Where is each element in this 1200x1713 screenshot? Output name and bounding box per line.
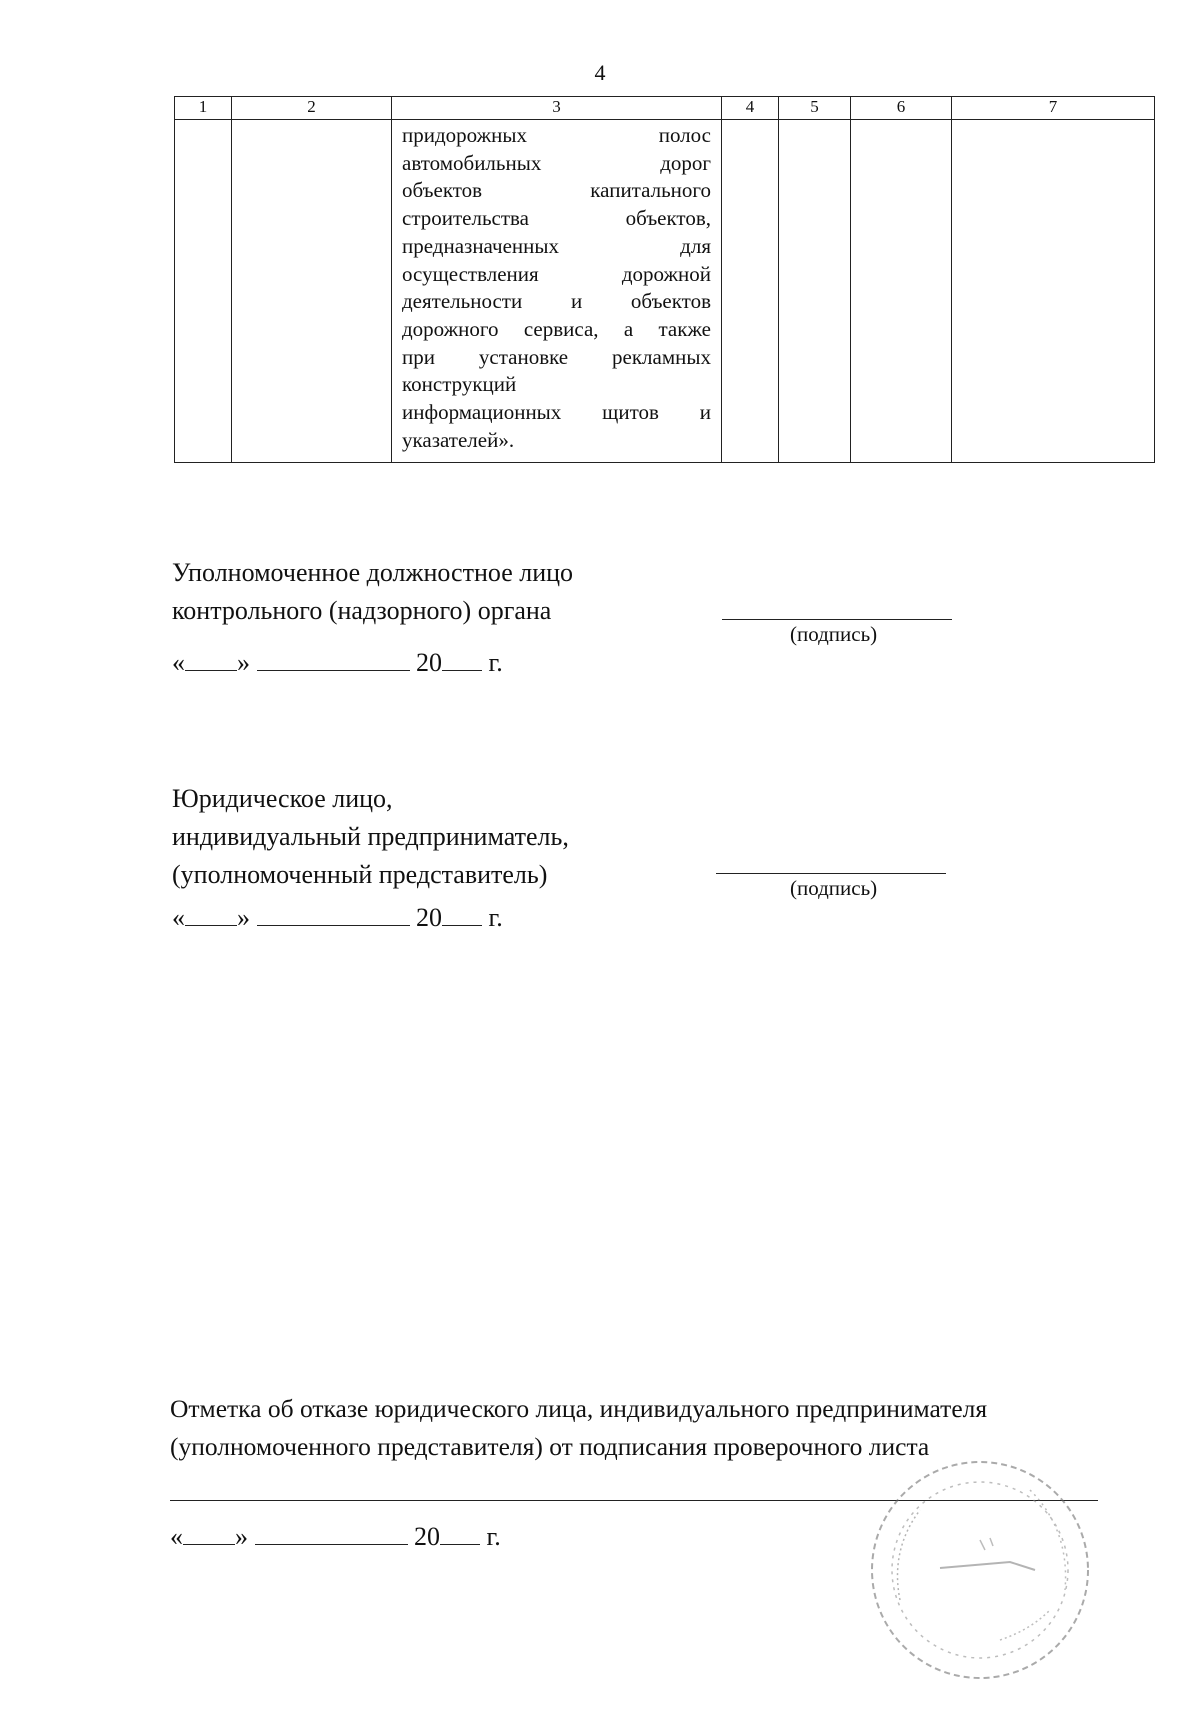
date-year-suffix: г. — [486, 1522, 501, 1551]
description-line: объектов капитального — [402, 178, 711, 203]
date-day-blank — [183, 1522, 235, 1545]
table-cell — [851, 120, 952, 463]
table-header-row — [175, 97, 1155, 120]
date-month-blank — [255, 1522, 408, 1545]
description-line: конструкций — [402, 372, 517, 397]
date-year-prefix: 20 — [416, 648, 442, 677]
date-open-quote: « — [170, 1522, 183, 1551]
column-header: 2 — [232, 97, 392, 120]
date-close-quote: » — [237, 648, 250, 677]
description-line: предназначенных для — [402, 233, 711, 258]
table-row — [175, 120, 1155, 463]
description-line: информационных щитов и — [402, 400, 711, 425]
page-number: 4 — [594, 60, 606, 85]
column-header: 4 — [722, 97, 779, 120]
column-header: 6 — [851, 97, 952, 120]
date-close-quote: » — [235, 1522, 248, 1551]
column-header: 1 — [175, 97, 232, 120]
description-line: при установке рекламных — [402, 344, 711, 369]
official-date — [172, 648, 503, 678]
refusal-date — [170, 1522, 501, 1552]
date-open-quote: « — [172, 648, 185, 677]
table-cell — [722, 120, 779, 463]
checklist-table — [174, 96, 1155, 463]
date-year-blank — [440, 1522, 480, 1545]
refusal-note-line: Отметка об отказе юридического лица, индивидуального предпринимателя — [170, 1394, 988, 1423]
entity-date — [172, 903, 503, 933]
date-year-blank — [442, 648, 482, 671]
date-open-quote: « — [172, 903, 185, 932]
description-line: строительства объектов, — [402, 206, 711, 231]
column-header: 3 — [392, 97, 722, 120]
official-signature-caption: (подпись) — [790, 622, 878, 646]
official-signature-line — [722, 619, 952, 620]
date-day-blank — [185, 648, 237, 671]
entity-title-line: Юридическое лицо, — [172, 784, 393, 813]
table-cell — [779, 120, 851, 463]
date-close-quote: » — [237, 903, 250, 932]
official-title-line: Уполномоченное должностное лицо — [172, 558, 574, 587]
seal-stamp-icon — [860, 1450, 1100, 1690]
date-year-suffix: г. — [488, 648, 503, 677]
column-header: 5 — [779, 97, 851, 120]
entity-signature-line — [716, 873, 946, 874]
entity-title-line: индивидуальный предприниматель, — [172, 822, 569, 851]
description-line: осуществления дорожной — [402, 261, 711, 286]
official-title — [172, 554, 573, 630]
date-year-suffix: г. — [488, 903, 503, 932]
table-cell — [952, 120, 1155, 463]
column-header: 7 — [952, 97, 1155, 120]
date-year-prefix: 20 — [414, 1522, 440, 1551]
description-line: деятельности и объектов — [402, 289, 711, 314]
description-line: придорожных полос — [402, 123, 711, 147]
description-line: дорожного сервиса, а также — [402, 316, 711, 341]
date-year-prefix: 20 — [416, 903, 442, 932]
entity-title-line: (уполномоченный представитель) — [172, 860, 548, 889]
refusal-note-line: (уполномоченного представителя) от подписания проверочного листа — [170, 1432, 930, 1461]
requirement-description-cell — [392, 120, 722, 463]
entity-title — [172, 780, 569, 894]
date-year-blank — [442, 903, 482, 926]
official-title-line: контрольного (надзорного) органа — [172, 596, 552, 625]
date-day-blank — [185, 903, 237, 926]
entity-signature-caption: (подпись) — [790, 876, 878, 900]
table-cell — [232, 120, 392, 463]
description-line: указателей». — [402, 427, 515, 452]
date-month-blank — [257, 648, 410, 671]
date-month-blank — [257, 903, 410, 926]
description-line: автомобильных дорог — [402, 150, 711, 175]
table-cell — [175, 120, 232, 463]
